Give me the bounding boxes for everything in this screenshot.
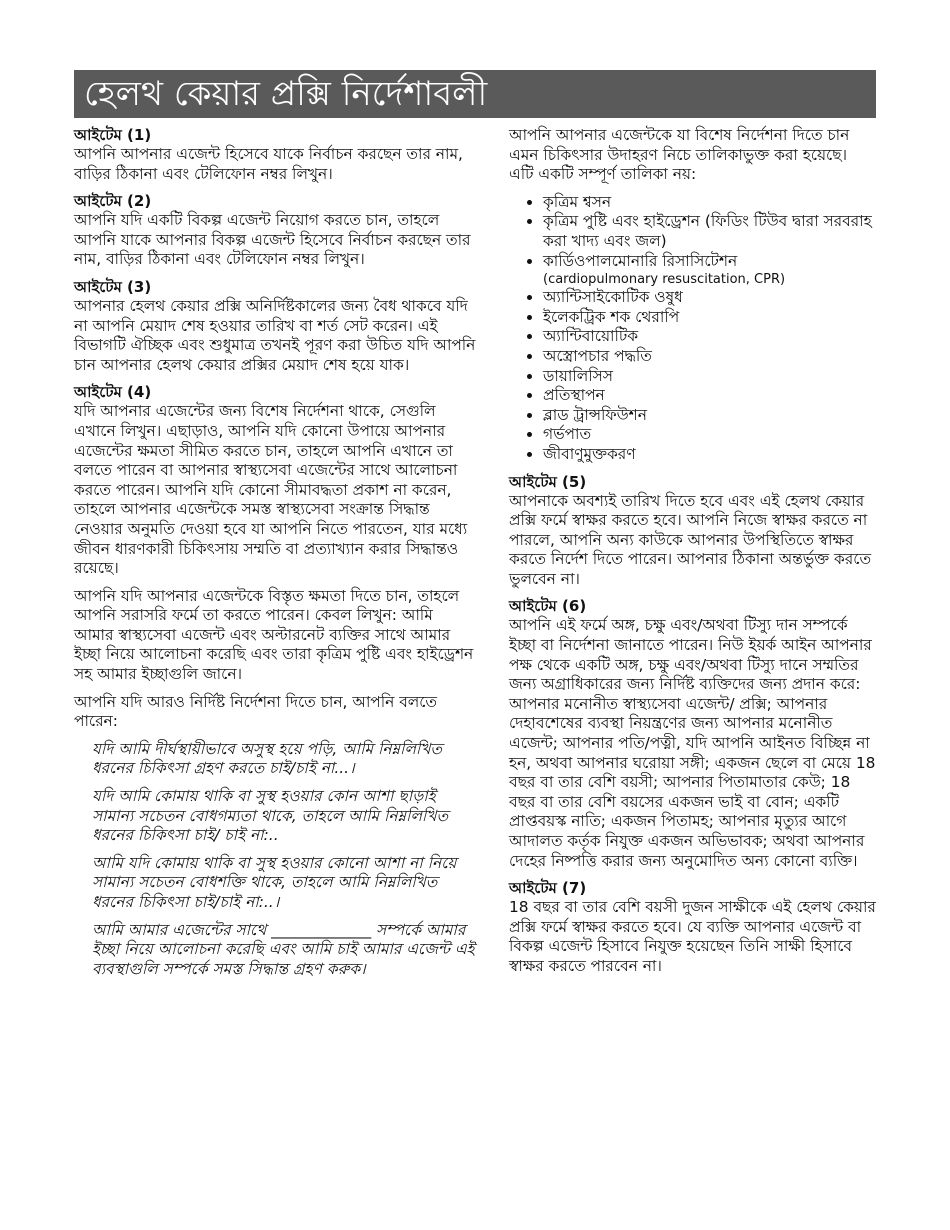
cpr-note: (cardiopulmonary resuscitation, CPR): [543, 272, 786, 288]
example-instruction-1: যদি আমি দীর্ঘস্থায়ীভাবে অসুস্থ হয়ে পড়ি, আমি নিম্নলিখিত ধরনের চিকিৎসা গ্রহণ করতে চাই/চাই না...।: [92, 739, 442, 778]
example-instruction-2: যদি আমি কোমায় থাকি বা সুস্থ হওয়ার কোন আশা ছাড়াই সামান্য সচেতন বোধগম্যতা থাকে, তাহলে আমি নিম্নলিখিত ধরনের চিকিৎসা চাই/ চাই না:..: [92, 787, 448, 845]
treatments-intro: আপনি আপনার এজেন্টকে যা বিশেষ নির্দেশনা দিতে চান এমন চিকিৎসার উদাহরণ নিচে তালিকাভুক্ত করা হয়েছে। এটি একটি সম্পূর্ণ তালিকা নয়:: [509, 126, 850, 184]
treatment-item: • কৃত্রিম শ্বসন: [543, 193, 876, 213]
item-5-section: [509, 473, 876, 590]
left-column: [74, 126, 476, 987]
item-6-heading: আইটেম (6): [509, 597, 587, 616]
item-3-section: [74, 278, 476, 375]
item-7-heading: আইটেম (7): [509, 879, 587, 898]
example-instruction-3: আমি যদি কোমায় থাকি বা সুস্থ হওয়ার কোনো আশা না নিয়ে সামান্য সচেতন বোধশক্তি থাকে, তাহলে আমি নিম্নলিখিত ধরনের চিকিৎসা চাই/চাই না:..।: [92, 853, 457, 911]
item-5-text: আপনাকে অবশ্যই তারিখ দিতে হবে এবং এই হেলথ কেয়ার প্রক্সি ফর্মে স্বাক্ষর করতে হবে। আপনি নিজে স্বাক্ষর করতে না পারলে, আপনি অন্য কাউকে আপনার উপস্থিতিতে স্বাক্ষর করতে নির্দেশ দিতে পারেন। আপনার ঠিকানা অন্তর্ভুক্ত করতে ভুলবেন না।: [509, 491, 871, 588]
page-title: হেলথ কেয়ার প্রক্সি নির্দেশাবলী: [74, 70, 876, 118]
item-5-heading: আইটেম (5): [509, 472, 587, 491]
treatment-item: [543, 252, 876, 289]
item-7-text: 18 বছর বা তার বেশি বয়সী দুজন সাক্ষীকে এই হেলথ কেয়ার প্রক্সি ফর্মে স্বাক্ষর করতে হবে। যে ব্যক্তি আপনার এজেন্ট বা বিকল্প এজেন্ট হিসাবে নিযুক্ত হয়েছেন তিনি সাক্ষী হিসাবে স্বাক্ষর করতে পারবেন না।: [509, 898, 876, 975]
treatment-item: • ব্লাড ট্রান্সফিউশন: [543, 406, 876, 426]
right-column: [509, 126, 876, 985]
item-7-section: [509, 879, 876, 976]
treatment-item: • গর্ভপাত: [543, 425, 876, 445]
treatment-item: • ডায়ালিসিস: [543, 367, 876, 387]
item-4-para-3: আপনি যদি আরও নির্দিষ্ট নির্দেশনা দিতে চান, আপনি বলতে পারেন:: [74, 692, 437, 731]
example-instruction-4: আমি আমার এজেন্টের সাথে _____________ সম্পর্কে আমার ইচ্ছা নিয়ে আলোচনা করেছি এবং আমি চাই আমার এজেন্ট এই ব্যবস্থাগুলি সম্পর্কে সমস্ত সিদ্ধান্ত গ্রহণ করুক।: [92, 920, 475, 978]
item-1-heading: আইটেম (1): [74, 126, 152, 144]
treatment-item: • ইলেকট্রিক শক থেরাপি: [543, 308, 876, 328]
treatment-item: • অ্যান্টিবায়োটিক: [543, 327, 876, 347]
treatment-item: • জীবাণুমুক্তকরণ: [543, 445, 876, 465]
item-4-para-1: যদি আপনার এজেন্টের জন্য বিশেষ নির্দেশনা থাকে, সেগুলি এখানে লিখুন। এছাড়াও, আপনি যদি কোনো উপায়ে আপনার এজেন্টের ক্ষমতা সীমিত করতে চান, তাহলে আপনি এখানে তা বলতে পারেন বা আপনার স্বাস্থ্যসেবা এজেন্টের সাথে আলোচনা করতে পারেন। আপনি যদি কোনো সীমাবদ্ধতা প্রকাশ না করেন, তাহলে আপনার এজেন্টকে সমস্ত স্বাস্থ্যসেবা সংক্রান্ত সিদ্ধান্ত নেওয়ার অনুমতি দেওয়া হবে যা আপনি নিতে পারতেন, যার মধ্যে জীবন ধারণকারী চিকিৎসায় সম্মতি বা প্রত্যাখ্যান করার সিদ্ধান্তও রয়েছে।: [74, 402, 468, 578]
treatment-item: • প্রতিস্থাপন: [543, 386, 876, 406]
item-1-section: [74, 126, 476, 184]
treatment-item-label: কার্ডিওপালমোনারি রিসাসিটেশন: [543, 251, 738, 270]
item-4-para-2: আপনি যদি আপনার এজেন্টকে বিস্তৃত ক্ষমতা দিতে চান, তাহলে আপনি সরাসরি ফর্মে তা করতে পারেন। কেবল লিখুন: আমি আমার স্বাস্থ্যসেবা এজেন্ট এবং অল্টারনেট ব্যক্তির সাথে আমার ইচ্ছা নিয়ে আলোচনা করেছি এবং তারা কৃত্রিম পুষ্টি এবং হাইড্রেশন সহ আমার ইচ্ছাগুলি জানে।: [74, 586, 474, 684]
item-2-section: [74, 192, 476, 270]
treatment-item: • কৃত্রিম পুষ্টি এবং হাইড্রেশন (ফিডিং টিউব দ্বারা সরবরাহ করা খাদ্য এবং জল): [543, 212, 876, 251]
treatment-item: • অ্যান্টিসাইকোটিক ওষুধ: [543, 288, 876, 308]
item-3-heading: আইটেম (3): [74, 277, 152, 296]
item-4-heading: আইটেম (4): [74, 383, 152, 402]
item-6-text: আপনি এই ফর্মে অঙ্গ, চক্ষু এবং/অথবা টিস্যু দান সম্পর্কে ইচ্ছা বা নির্দেশনা জানাতে পারেন। নিউ ইয়র্ক আইন আপনার পক্ষ থেকে একটি অঙ্গ, চক্ষু এবং/অথবা টিস্যু দানে সম্মতির জন্য অগ্রাধিকারের জন্য নির্দিষ্ট ব্যক্তিদের জন্য প্রদান করে: আপনার মনোনীত স্বাস্থ্যসেবা এজেন্ট/ প্রক্সি; আপনার দেহাবশেষের ব্যবস্থা নিয়ন্ত্রণের জন্য আপনার মনোনীত এজেন্ট; আপনার পতি/পত্নী, যদি আপনি আইনত বিচ্ছিন্ন না হন, অথবা আপনার ঘরোয়া সঙ্গী; একজন ছেলে বা মেয়ে 18 বছর বা তার বেশি বয়সী; আপনার পিতামাতার কেউ; 18 বছর বা তার বেশি বয়সের একজন ভাই বা বোন; একটি প্রাপ্তবয়স্ক নাতি; একজন পিতামহ; আপনার মৃত্যুর আগে আদালত কর্তৃক নিযুক্ত একজন অভিভাবক; অথবা আপনার দেহের নিষ্পত্তি করার জন্য অনুমোদিত অন্য কোনো ব্যক্তি।: [509, 616, 876, 870]
item-2-text: আপনি যদি একটি বিকল্প এজেন্ট নিয়োগ করতে চান, তাহলে আপনি যাকে আপনার বিকল্প এজেন্ট হিসেবে নির্বাচন করছেন তার নাম, বাড়ির ঠিকানা এবং টেলিফোন নম্বর লিখুন।: [74, 211, 471, 269]
treatment-item: • অস্ত্রোপচার পদ্ধতি: [543, 347, 876, 367]
item-2-heading: আইটেম (2): [74, 192, 152, 211]
item-1-text: আপনি আপনার এজেন্ট হিসেবে যাকে নির্বাচন করছেন তার নাম, বাড়ির ঠিকানা এবং টেলিফোন নম্বর লিখুন।: [74, 145, 463, 183]
treatment-list: [509, 193, 876, 465]
item-4-section: [74, 383, 476, 979]
item-3-text: আপনার হেলথ কেয়ার প্রক্সি অনির্দিষ্টকালের জন্য বৈধ থাকবে যদি না আপনি মেয়াদ শেষ হওয়ার তারিখ বা শর্ত সেট করেন। এই বিভাগটি ঐচ্ছিক এবং শুধুমাত্র তখনই পূরণ করা উচিত যদি আপনি চান আপনার হেলথ কেয়ার প্রক্সির মেয়াদ শেষ হয়ে যাক।: [74, 296, 476, 374]
item-6-section: [509, 597, 876, 871]
